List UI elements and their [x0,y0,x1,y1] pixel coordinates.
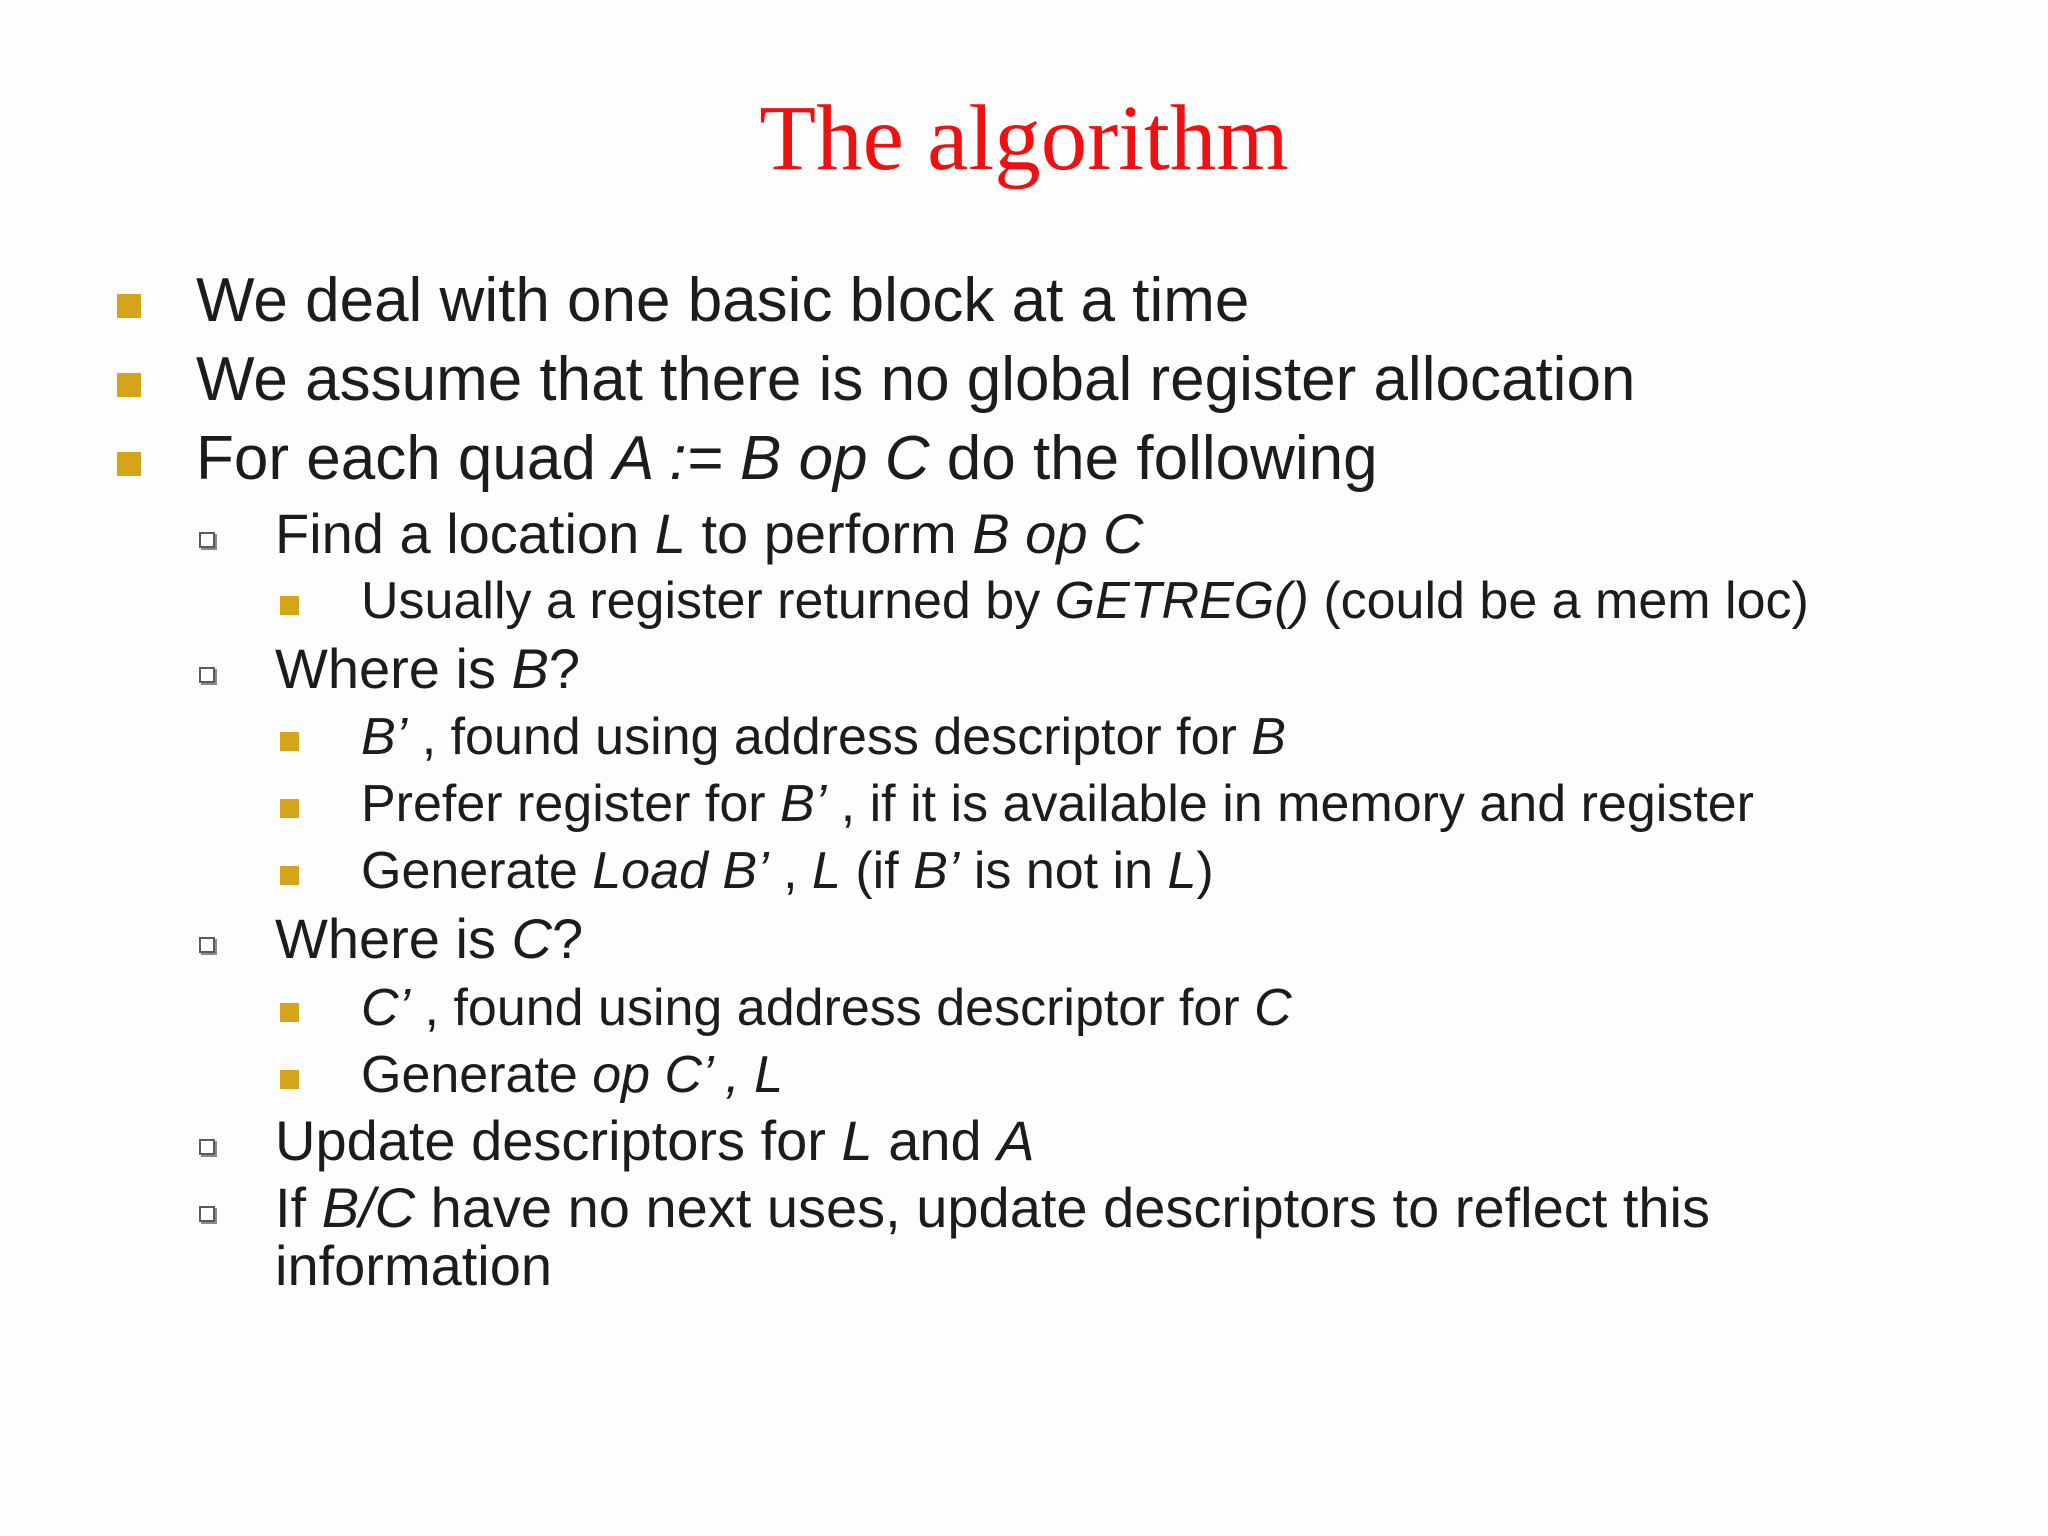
sub-sub-item [361,979,1292,1037]
bullet-square-icon [280,799,299,818]
text: , [768,842,812,900]
sub-italic: B op C [972,502,1144,565]
text: Prefer register for [361,775,781,833]
italic: B’ [361,708,408,766]
sub-italic: L [841,1109,873,1172]
italic: op C’ , L [592,1046,784,1104]
sub-item-5-continuation [275,1234,553,1297]
slide-title: The algorithm [759,87,1289,190]
sub-italic: B/C [321,1176,416,1239]
hollow-square-bullet-icon [199,937,215,953]
sub-item-2 [275,637,581,700]
italic: B’ [913,842,960,900]
text: , found using address descriptor for [407,708,1252,766]
bullet-square-icon [117,294,141,318]
text: Generate [361,842,593,900]
sub-item-1 [275,502,1144,565]
item-text: We assume that there is no global register allocation [196,345,1636,414]
item-italic: A := B op C [613,424,930,493]
sub-item-3 [275,907,584,970]
sub-text: Update descriptors for [275,1109,842,1172]
bullet-square-icon [280,1003,299,1022]
bullet-square-icon [280,1070,299,1089]
italic: L [1167,842,1197,900]
sub-text: ? [551,907,584,970]
hollow-square-bullet-icon [199,1139,215,1155]
text: , found using address descriptor for [410,979,1255,1037]
bullet-square-icon [280,732,299,751]
italic: C [1254,979,1292,1037]
sub-text: information [275,1234,553,1297]
sub-italic: C [511,907,552,970]
text: Usually a register returned by [361,572,1055,630]
text: (if [840,842,914,900]
sub-text: ? [548,637,581,700]
sub-text: Find a location [275,502,655,565]
sub-item-5 [275,1176,1710,1239]
sub-italic: B [511,637,549,700]
item-text: We deal with one basic block at a time [196,266,1250,335]
italic: B [1251,708,1286,766]
sub-text: Where is [275,637,512,700]
sub-text: Where is [275,907,512,970]
bullet-square-icon [117,452,141,476]
sub-text: have no next uses, update descriptors to reflect this [415,1176,1710,1239]
bullet-square-icon [280,866,299,885]
sub-sub-item [361,775,1754,833]
sub-italic: A [997,1109,1035,1172]
sub-sub-item [361,572,1809,630]
bullet-item-1 [196,266,1250,335]
sub-sub-item [361,842,1214,900]
bullet-item-2 [196,345,1636,414]
italic: C’ [361,979,411,1037]
sub-italic: L [654,502,686,565]
text: , if it is available in memory and register [826,775,1754,833]
hollow-square-bullet-icon [199,1206,215,1222]
italic: Load B’ [592,842,769,900]
text: (could be a mem loc) [1308,572,1809,630]
item-text: do the following [929,424,1378,493]
sub-item-4 [275,1109,1035,1172]
bullet-square-icon [117,373,141,397]
text: Generate [361,1046,593,1104]
sub-sub-item [361,708,1286,766]
italic: B’ [780,775,827,833]
sub-text: and [872,1109,998,1172]
hollow-square-bullet-icon [199,532,215,548]
bullet-item-3 [196,424,1378,493]
sub-sub-item [361,1046,784,1104]
italic: GETREG() [1054,572,1309,630]
bullet-square-icon [280,596,299,615]
text: ) [1196,842,1214,900]
sub-text: to perform [685,502,973,565]
sub-text: If [275,1176,322,1239]
item-text: For each quad [196,424,614,493]
italic: L [811,842,841,900]
text: is not in [959,842,1168,900]
hollow-square-bullet-icon [199,667,215,683]
